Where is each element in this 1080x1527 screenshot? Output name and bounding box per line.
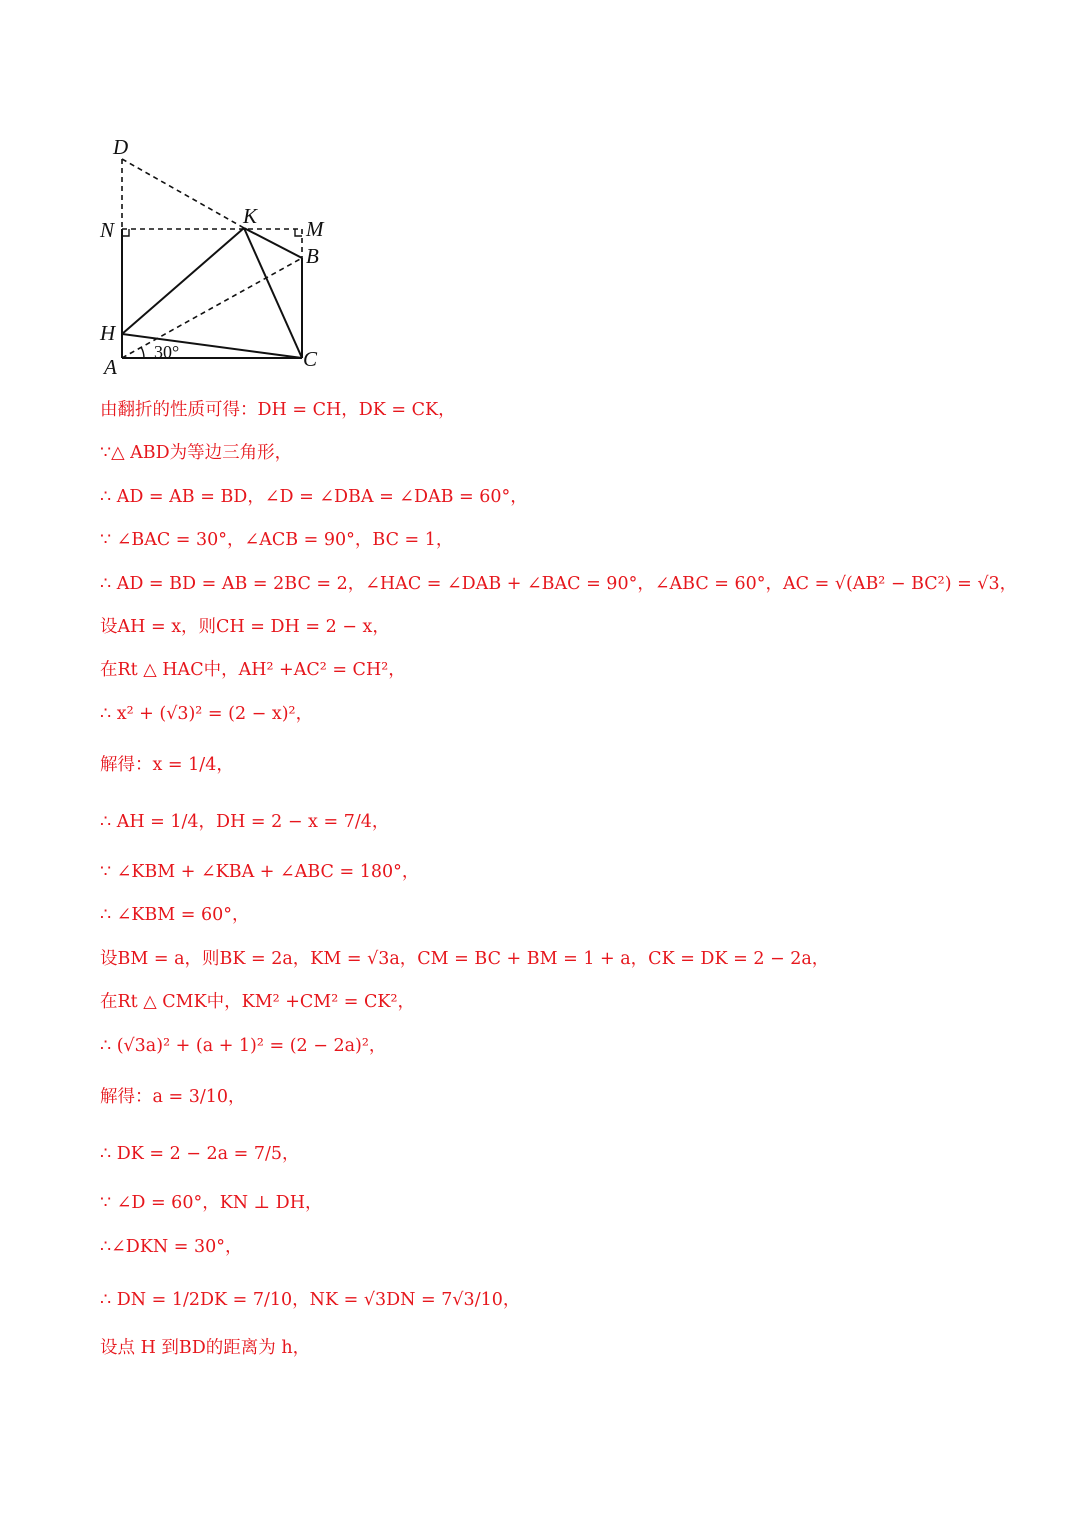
segment-hk (122, 228, 244, 334)
solution-line: 在Rt △ CMK中，KM² +CM² = CK²， (100, 992, 415, 1012)
label-m: M (306, 217, 324, 241)
right-angle-mark-n (122, 229, 129, 236)
solution-line: ∴ x² + (√3)² = (2 − x)²， (100, 704, 314, 724)
solution-line: 由翻折的性质可得：DH = CH，DK = CK， (100, 400, 456, 420)
solution-line: 设BM = a，则BK = 2a，KM = √3a，CM = BC + BM = 1 + a，CK = DK = 2 − 2a， (100, 949, 830, 969)
label-k: K (243, 204, 258, 228)
segment-hc (122, 334, 302, 358)
label-c: C (303, 347, 318, 371)
solution-line: ∴∠DKN = 30°， (100, 1237, 243, 1257)
label-a: A (104, 355, 117, 379)
solution-line: 设点 H 到BD的距离为 h， (100, 1338, 311, 1358)
label-b: B (306, 244, 319, 268)
label-n: N (100, 218, 115, 242)
segment-dk (122, 159, 244, 228)
label-h: H (100, 321, 116, 345)
solution-line: ∴ AD = AB = BD，∠D = ∠DBA = ∠DAB = 60°， (100, 487, 528, 507)
label-d: D (113, 135, 129, 159)
solution-line: ∴ DK = 2 − 2a = 7/5， (100, 1144, 300, 1164)
solution-line: ∵ ∠KBM + ∠KBA + ∠ABC = 180°， (100, 862, 420, 882)
right-angle-mark-m (295, 229, 302, 236)
solution-line: ∵ ∠BAC = 30°，∠ACB = 90°，BC = 1， (100, 530, 454, 550)
label-angle-30: 30° (154, 342, 180, 362)
solution-line: 设AH = x，则CH = DH = 2 − x， (100, 617, 390, 637)
solution-line: 在Rt △ HAC中，AH² +AC² = CH²， (100, 660, 406, 680)
segment-kb (244, 228, 302, 258)
solution-line: ∴ AH = 1/4，DH = 2 − x = 7/4， (100, 812, 390, 832)
solution-line: 解得：a = 3/10， (100, 1087, 246, 1107)
solution-line: ∴ AD = BD = AB = 2BC = 2，∠HAC = ∠DAB + ∠BAC = 90°，∠ABC = 60°，AC = √(AB² − BC²) = √3， (100, 574, 1018, 594)
segment-ab (122, 258, 302, 358)
solution-line: ∴ (√3a)² + (a + 1)² = (2 − 2a)²， (100, 1036, 387, 1056)
solution-line: ∵ ∠D = 60°，KN ⊥ DH， (100, 1193, 323, 1213)
solution-line: ∴ DN = 1/2DK = 7/10，NK = √3DN = 7√3/10， (100, 1290, 521, 1310)
solution-line: ∴ ∠KBM = 60°， (100, 905, 250, 925)
solution-line: ∵△ ABD为等边三角形， (100, 443, 293, 463)
solution-line: 解得：x = 1/4， (100, 755, 234, 775)
angle-arc-30 (141, 347, 144, 358)
segment-kc (244, 228, 302, 358)
geometry-figure (96, 132, 346, 382)
